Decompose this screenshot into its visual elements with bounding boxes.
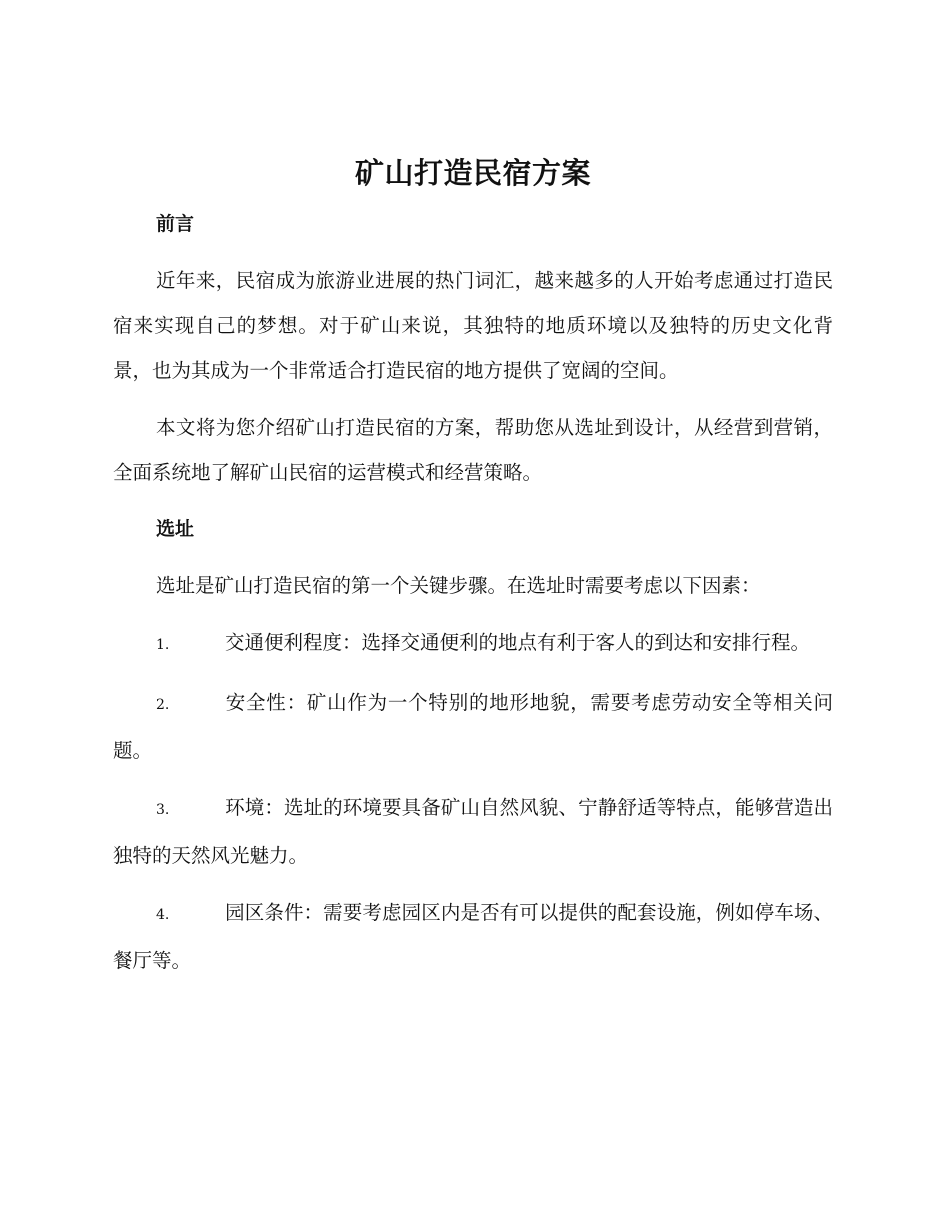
list-item: [113, 620, 833, 668]
list-number: 4.: [156, 907, 170, 923]
list-number: 1.: [156, 637, 170, 653]
list-number: 2.: [156, 697, 170, 713]
list-item: [113, 680, 833, 773]
list-item: [113, 785, 833, 878]
list-item-text: 交通便利程度：选择交通便利的地点有利于客人的到达和安排行程。: [225, 631, 811, 654]
list-item: [113, 890, 833, 983]
paragraph: 近年来，民宿成为旅游业进展的热门词汇，越来越多的人开始考虑通过打造民宿来实现自己的梦想。对于矿山来说，其独特的地质环境以及独特的历史文化背景，也为其成为一个非常适合打造民宿的地方提供了宽阔的空间。: [113, 269, 833, 382]
list-item-text: 园区条件：需要考虑园区内是否有可以提供的配套设施，例如停车场、餐厅等。: [113, 901, 833, 972]
section-heading-site-selection: 选址: [156, 518, 195, 540]
list-item-text: 安全性：矿山作为一个特别的地形地貌，需要考虑劳动安全等相关问题。: [113, 691, 833, 762]
paragraph: 本文将为您介绍矿山打造民宿的方案，帮助您从选址到设计，从经营到营销，全面系统地了解矿山民宿的运营模式和经营策略。: [113, 416, 833, 484]
section-heading-preface: 前言: [156, 213, 195, 235]
list-item-text: 环境：选址的环境要具备矿山自然风貌、宁静舒适等特点，能够营造出独特的天然风光魅力。: [113, 796, 833, 867]
paragraph: 选址是矿山打造民宿的第一个关键步骤。在选址时需要考虑以下因素：: [156, 574, 761, 597]
section-preface: [113, 200, 833, 495]
document-page: [113, 150, 833, 983]
document-title: 矿山打造民宿方案: [354, 156, 591, 190]
list-number: 3.: [156, 802, 170, 818]
section-site-selection: [113, 505, 833, 983]
